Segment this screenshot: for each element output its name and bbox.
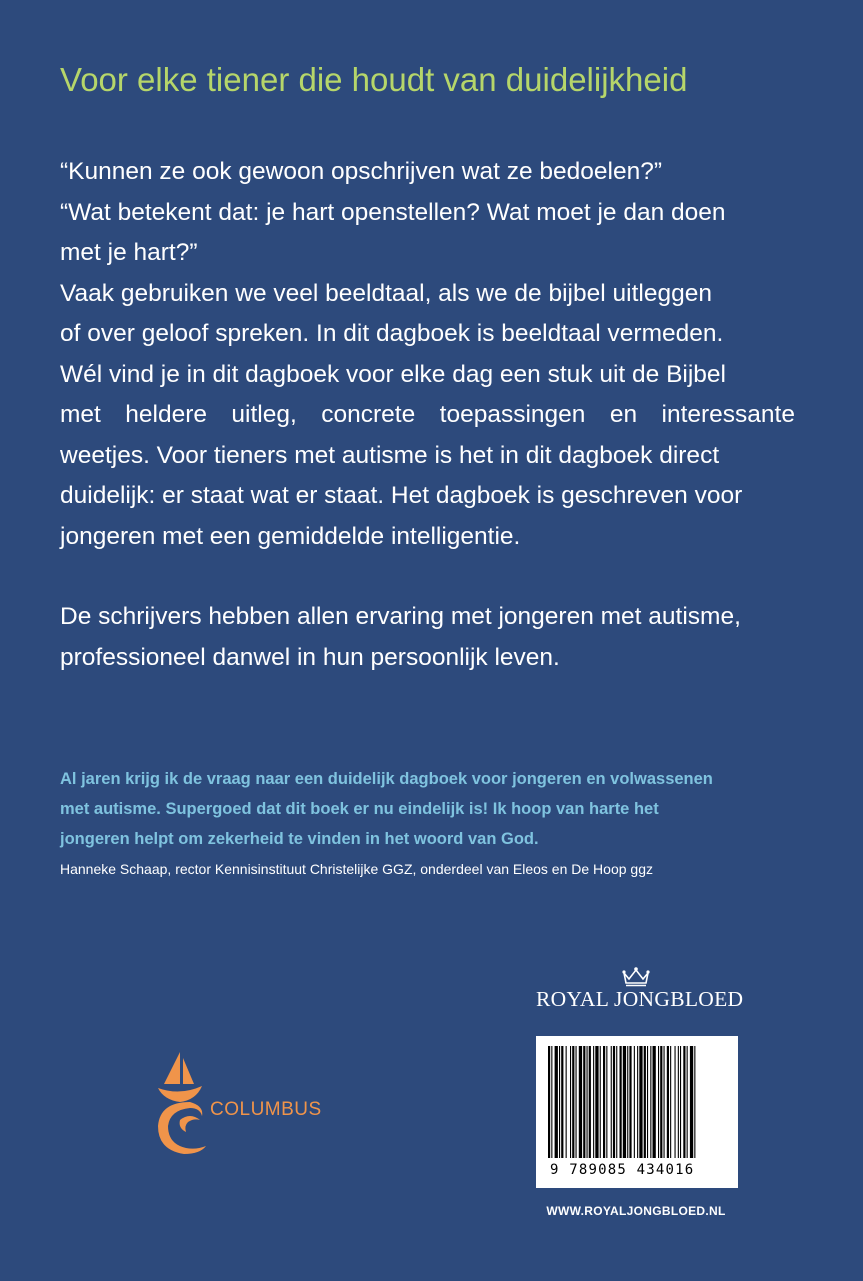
barcode-bar bbox=[687, 1046, 688, 1158]
barcode-bar bbox=[683, 1046, 685, 1158]
endorsement-quote bbox=[60, 764, 795, 854]
barcode-bar bbox=[639, 1046, 642, 1158]
barcode-bar bbox=[664, 1046, 665, 1158]
columbus-name: COLUMBUS bbox=[210, 1099, 322, 1120]
headline: Voor elke tiener die houdt van duidelijkheid bbox=[60, 61, 688, 98]
royal-jongbloed-logo bbox=[536, 965, 744, 1012]
barcode-bar bbox=[561, 1046, 563, 1158]
barcode-bar bbox=[603, 1046, 605, 1158]
barcode-bar bbox=[670, 1046, 671, 1158]
blurb-line: professioneel danwel in hun persoonlijk leven. bbox=[60, 643, 560, 671]
barcode-bar bbox=[579, 1046, 582, 1158]
barcode-bar bbox=[658, 1046, 659, 1158]
barcode-bar bbox=[583, 1046, 585, 1158]
blurb-line: Vaak gebruiken we veel beeldtaal, als we de bijbel uitleggen bbox=[60, 279, 712, 307]
barcode-bar bbox=[589, 1046, 591, 1158]
blurb-text bbox=[60, 152, 795, 678]
barcode-bar bbox=[595, 1046, 598, 1158]
columbus-logo bbox=[150, 1050, 350, 1170]
barcode-bar bbox=[690, 1046, 693, 1158]
publisher-url[interactable]: WWW.ROYALJONGBLOED.NL bbox=[546, 1204, 726, 1218]
barcode-bar bbox=[634, 1046, 635, 1158]
isbn-barcode bbox=[536, 1036, 738, 1188]
barcode-bar bbox=[616, 1046, 617, 1158]
quote-line: met autisme. Supergoed dat dit boek er nu eindelijk is! Ik hoop van harte het bbox=[60, 800, 659, 818]
barcode-bar bbox=[675, 1046, 676, 1158]
barcode-bar bbox=[548, 1046, 550, 1158]
barcode-bar bbox=[694, 1046, 695, 1158]
barcode-bar bbox=[576, 1046, 577, 1158]
barcode-bar bbox=[555, 1046, 558, 1158]
barcode-bar bbox=[650, 1046, 651, 1158]
barcode-bar bbox=[653, 1046, 656, 1158]
blurb-line: Wél vind je in dit dagboek voor elke dag een stuk uit de Bijbel bbox=[60, 360, 726, 388]
blurb-line: met heldere uitleg, concrete toepassingen en interessante bbox=[60, 401, 795, 428]
blurb-line: jongeren met een gemiddelde intelligentie. bbox=[60, 522, 521, 550]
barcode-bar bbox=[629, 1046, 631, 1158]
barcode-bar bbox=[680, 1046, 681, 1158]
barcode-bar bbox=[600, 1046, 601, 1158]
blurb-paragraph-1 bbox=[60, 152, 795, 274]
quote-attribution: Hanneke Schaap, rector Kennisinstituut Christelijke GGZ, onderdeel van Eleos en De Hoop ggz bbox=[60, 861, 653, 877]
barcode-bar bbox=[572, 1046, 574, 1158]
blurb-line: weetjes. Voor tieners met autisme is het in dit dagboek direct bbox=[60, 441, 720, 469]
barcode-bar bbox=[606, 1046, 607, 1158]
barcode-bar bbox=[637, 1046, 638, 1158]
blurb-line: met je hart?” bbox=[60, 239, 198, 266]
quote-line: jongeren helpt om zekerheid te vinden in het woord van God. bbox=[60, 830, 539, 848]
crown-icon bbox=[621, 965, 651, 987]
blurb-line: De schrijvers hebben allen ervaring met jongeren met autisme, bbox=[60, 603, 741, 630]
barcode-bar bbox=[667, 1046, 669, 1158]
barcode-bar bbox=[593, 1046, 594, 1158]
quote-line: Al jaren krijg ik de vraag naar een duidelijk dagboek voor jongeren en volwassenen bbox=[60, 770, 713, 788]
barcode-bar bbox=[627, 1046, 628, 1158]
barcode-bar bbox=[587, 1046, 588, 1158]
barcode-bar bbox=[647, 1046, 648, 1158]
barcode-bar bbox=[620, 1046, 622, 1158]
barcode-bar bbox=[570, 1046, 571, 1158]
barcode-bar bbox=[559, 1046, 560, 1158]
barcode-bar bbox=[644, 1046, 646, 1158]
blurb-paragraph-2 bbox=[60, 274, 795, 558]
barcode-bar bbox=[613, 1046, 615, 1158]
barcode-bar bbox=[566, 1046, 567, 1158]
barcode-bar bbox=[678, 1046, 679, 1158]
blurb-line: “Wat betekent dat: je hart openstellen? Wat moet je dan doen bbox=[60, 198, 726, 226]
paragraph-spacer bbox=[60, 557, 795, 597]
blurb-line: of over geloof spreken. In dit dagboek is beeldtaal vermeden. bbox=[60, 320, 724, 347]
barcode-bar bbox=[551, 1046, 552, 1158]
royal-jongbloed-name: ROYAL JONGBLOED bbox=[536, 987, 744, 1011]
blurb-line: “Kunnen ze ook gewoon opschrijven wat ze bedoelen?” bbox=[60, 158, 663, 185]
isbn-digits: 9 789085 434016 bbox=[550, 1162, 695, 1178]
blurb-paragraph-3 bbox=[60, 597, 795, 678]
barcode-bar bbox=[623, 1046, 626, 1158]
barcode-bar bbox=[611, 1046, 612, 1158]
blurb-line: duidelijk: er staat wat er staat. Het dagboek is geschreven voor bbox=[60, 482, 743, 509]
barcode-bar bbox=[660, 1046, 662, 1158]
